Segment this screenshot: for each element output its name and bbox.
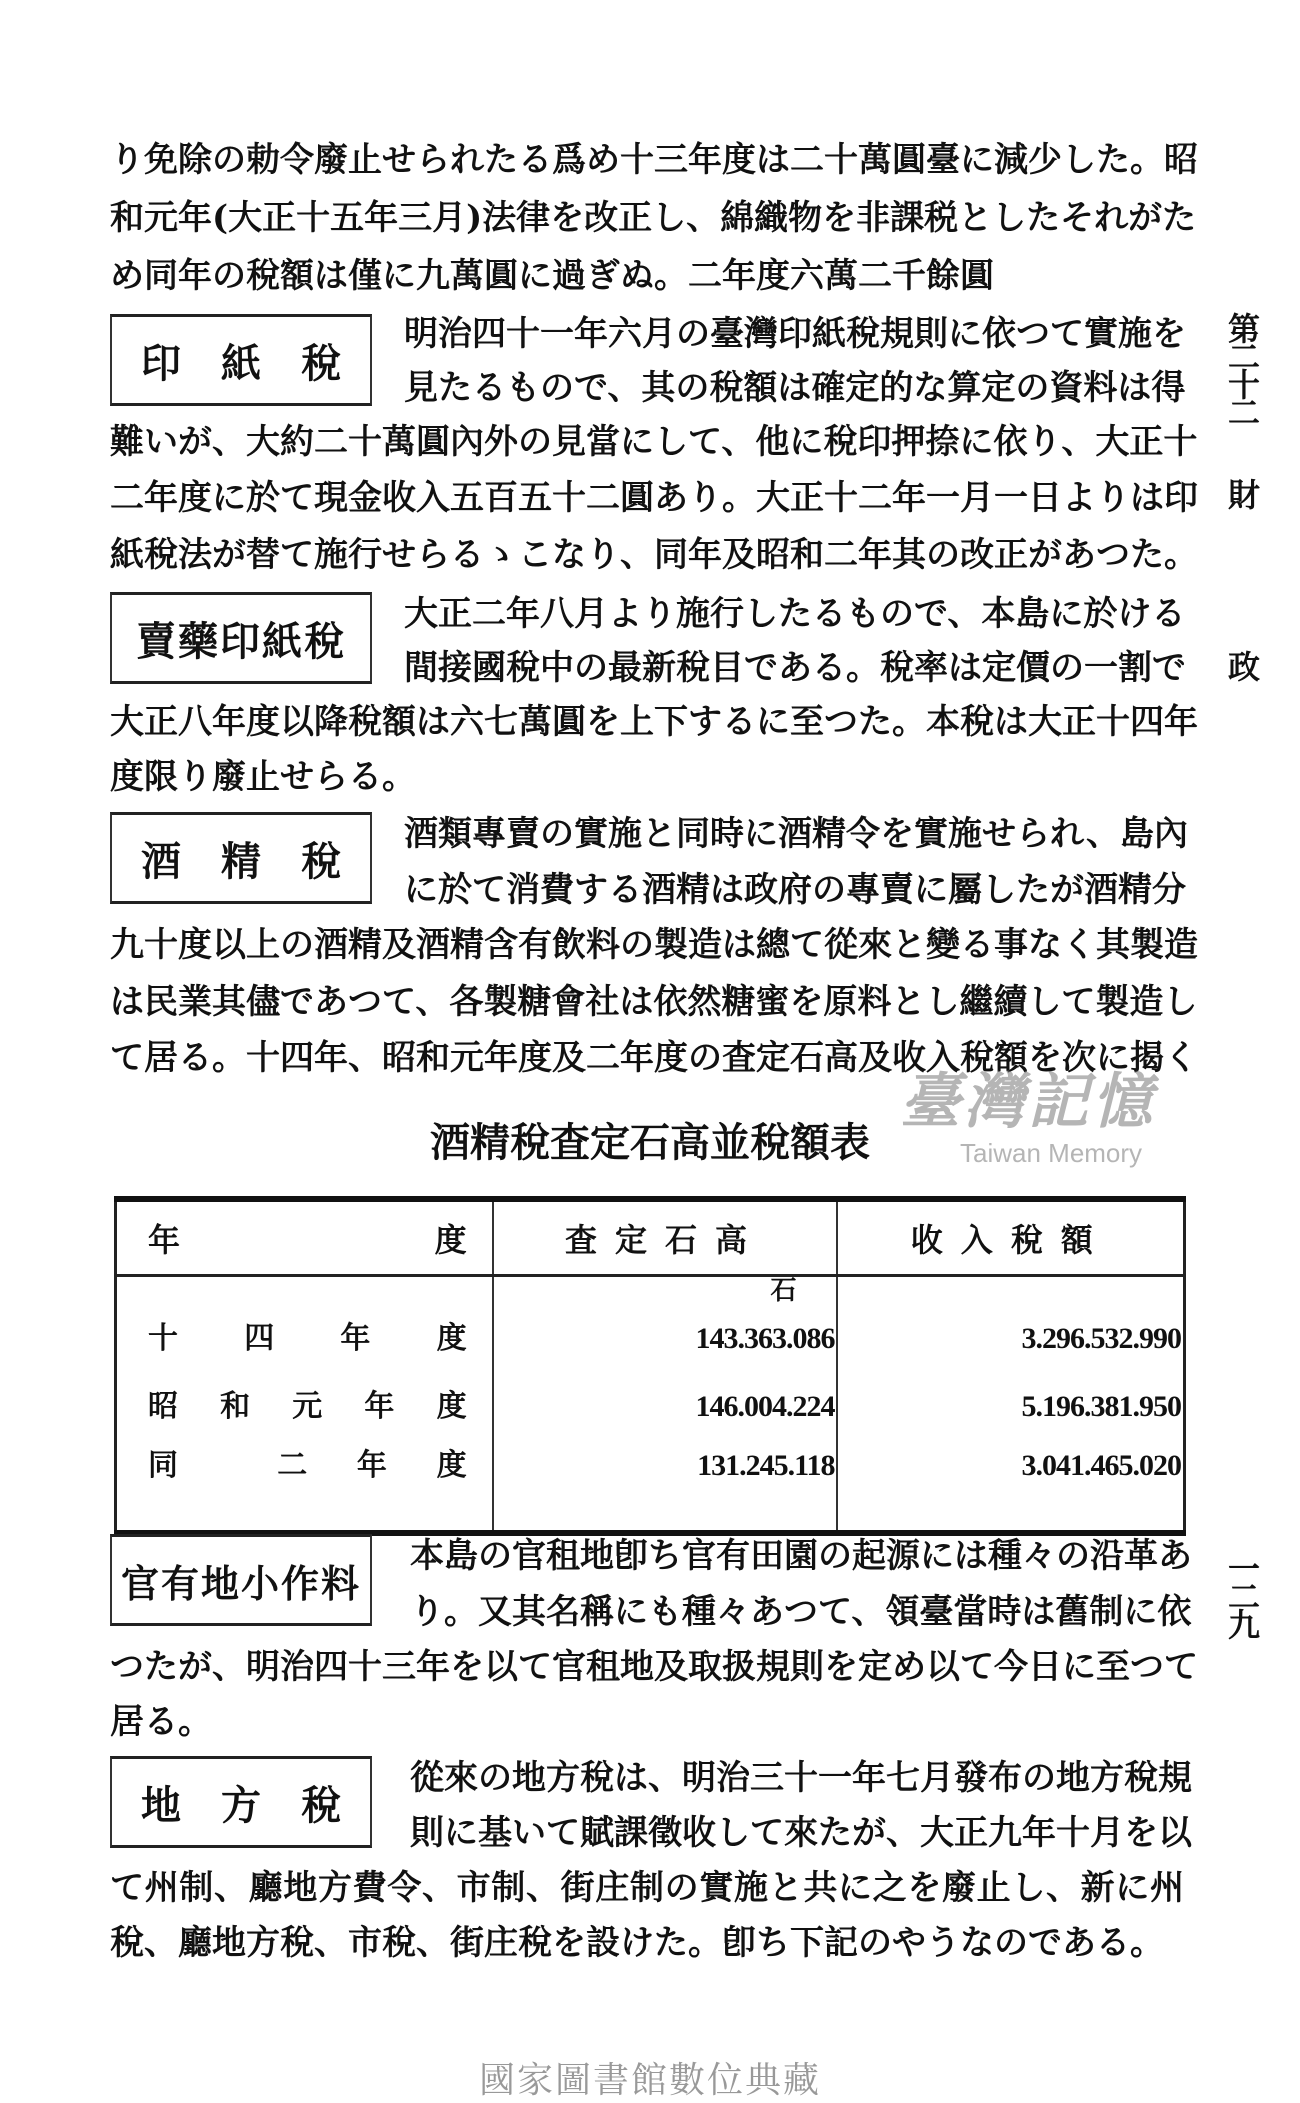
heading-text: 印紙稅 xyxy=(141,339,381,387)
body-text-line: て居る。十四年、昭和元年度及二年度の査定石高及收入稅額を次に揭く xyxy=(110,1038,1198,1078)
body-text-line: 居る。 xyxy=(110,1702,212,1742)
unit-label: 石 xyxy=(493,1276,838,1306)
year-char: 年 xyxy=(364,1389,395,1424)
body-text-line: 間接國稅中の最新稅目である。稅率は定價の一割で xyxy=(404,648,1186,688)
body-text-line: 九十度以上の酒精及酒精含有飲料の製造は總て從來と變る事なく其製造 xyxy=(110,925,1198,965)
header-year xyxy=(116,1199,493,1276)
watermark-en: Taiwan Memory xyxy=(960,1138,1143,1168)
heading-text: 地方稅 xyxy=(141,1781,381,1829)
body-text-line: 大正八年度以降稅額は六七萬圓を上下するに至つた。本稅は大正十四年 xyxy=(110,702,1198,742)
body-text-line: 紙稅法が替て施行せらるゝこなり、同年及昭和二年其の改正があつた。 xyxy=(110,535,1198,575)
body-text-line: 明治四十一年六月の臺灣印紙稅規則に依つて實施を xyxy=(404,314,1186,354)
body-text-line: 稅、廳地方稅、市稅、街庄稅を設けた。卽ち下記のやうなのである。 xyxy=(110,1923,1164,1963)
unit-row xyxy=(116,1276,1185,1306)
heading-text: 酒精稅 xyxy=(141,837,381,885)
body-text-line: 難いが、大約二十萬圓內外の見當にして、他に稅印押捺に依り、大正十 xyxy=(110,422,1198,462)
year-char: 度 xyxy=(436,1389,467,1424)
table-title: 酒精稅査定石高並稅額表 xyxy=(430,1119,870,1166)
topic-label-a: 財 xyxy=(1223,478,1261,510)
body-text-line: 本島の官租地卽ち官有田園の起源には種々の沿革あ xyxy=(410,1536,1192,1576)
body-text-line: 見たるもので、其の稅額は確定的な算定の資料は得 xyxy=(404,368,1186,408)
body-text-line: 大正二年八月より施行したるもので、本島に於ける xyxy=(404,594,1186,634)
year-char: 二 xyxy=(277,1448,308,1483)
year-char: 同 xyxy=(148,1448,178,1483)
year-char: 年 xyxy=(340,1321,371,1356)
table-header-row xyxy=(116,1199,1185,1276)
body-text-line: 則に基いて賦課徵收して來たが、大正九年十月を以 xyxy=(410,1813,1192,1853)
body-text-line: は民業其儘であつて、各製糖會社は依然糖蜜を原料とし繼續して製造し xyxy=(110,982,1198,1022)
chapter-label: 第二十二 xyxy=(1223,312,1261,424)
library-footer: 國家圖書館數位典藏 xyxy=(478,2060,821,2101)
header-year-a: 年 xyxy=(148,1221,181,1259)
year-char: 四 xyxy=(244,1321,275,1356)
year-char: 年 xyxy=(356,1448,387,1483)
revenue-cell: 3.296.532.990 xyxy=(1021,1322,1181,1355)
header-year-b: 度 xyxy=(434,1221,467,1259)
body-text-line: 酒類專賣の實施と同時に酒精令を實施せられ、島內 xyxy=(404,814,1189,854)
table-row xyxy=(116,1373,1185,1441)
revenue-cell: 5.196.381.950 xyxy=(1021,1390,1181,1423)
section-heading-medicine-stamp-tax: 賣藥印紙稅 xyxy=(110,592,372,684)
quantity-cell: 131.245.118 xyxy=(493,1441,838,1533)
section-heading-local-tax xyxy=(110,1756,381,1848)
quantity-cell: 146.004.224 xyxy=(493,1373,838,1441)
year-char: 和 xyxy=(220,1389,251,1424)
year-char: 昭 xyxy=(148,1389,178,1424)
page-number: 一二九 xyxy=(1223,1552,1261,1636)
section-heading-government-land-rent: 官有地小作料 xyxy=(110,1534,372,1626)
year-char: 元 xyxy=(292,1389,323,1424)
year-char: 度 xyxy=(436,1448,467,1483)
body-text-line: り免除の勅令廢止せられたる爲め十三年度は二十萬圓臺に減少した。昭 xyxy=(110,140,1198,180)
body-text-line: に於て消費する酒精は政府の專賣に屬したが酒精分 xyxy=(404,870,1186,910)
header-revenue: 收入稅額 xyxy=(837,1199,1184,1276)
topic-label-b: 政 xyxy=(1223,650,1261,682)
body-text-line: 從來の地方稅は、明治三十一年七月發布の地方稅規 xyxy=(410,1758,1192,1798)
body-text-line: 度限り廢止せらる。 xyxy=(110,757,416,797)
table-row xyxy=(116,1305,1185,1373)
quantity-cell: 143.363.086 xyxy=(493,1305,838,1373)
body-text-line: 和元年(大正十五年三月)法律を改正し、綿織物を非課税としたそれがた xyxy=(110,198,1197,238)
section-heading-stamp-tax xyxy=(110,314,381,406)
table-row xyxy=(116,1441,1185,1533)
alcohol-tax-table xyxy=(114,1196,1186,1536)
body-text-line: り。又其名稱にも種々あつて、領臺當時は舊制に依 xyxy=(410,1592,1192,1632)
year-char: 度 xyxy=(436,1321,467,1356)
section-heading-alcohol-tax xyxy=(110,812,381,904)
year-char: 十 xyxy=(148,1321,178,1356)
body-text-line: め同年の稅額は僅に九萬圓に過ぎぬ。二年度六萬二千餘圓 xyxy=(110,256,994,296)
body-text-line: つたが、明治四十三年を以て官租地及取扱規則を定め以て今日に至つて xyxy=(110,1647,1198,1687)
revenue-cell: 3.041.465.020 xyxy=(1021,1449,1181,1482)
body-text-line: て州制、廳地方費令、市制、街庄制の實施と共に之を廢止し、新に州 xyxy=(110,1868,1184,1908)
header-quantity: 査定石高 xyxy=(493,1199,838,1276)
body-text-line: 二年度に於て現金收入五百五十二圓あり。大正十二年一月一日よりは印 xyxy=(110,478,1198,518)
watermark-cn: 臺灣記憶 xyxy=(900,1067,1156,1137)
